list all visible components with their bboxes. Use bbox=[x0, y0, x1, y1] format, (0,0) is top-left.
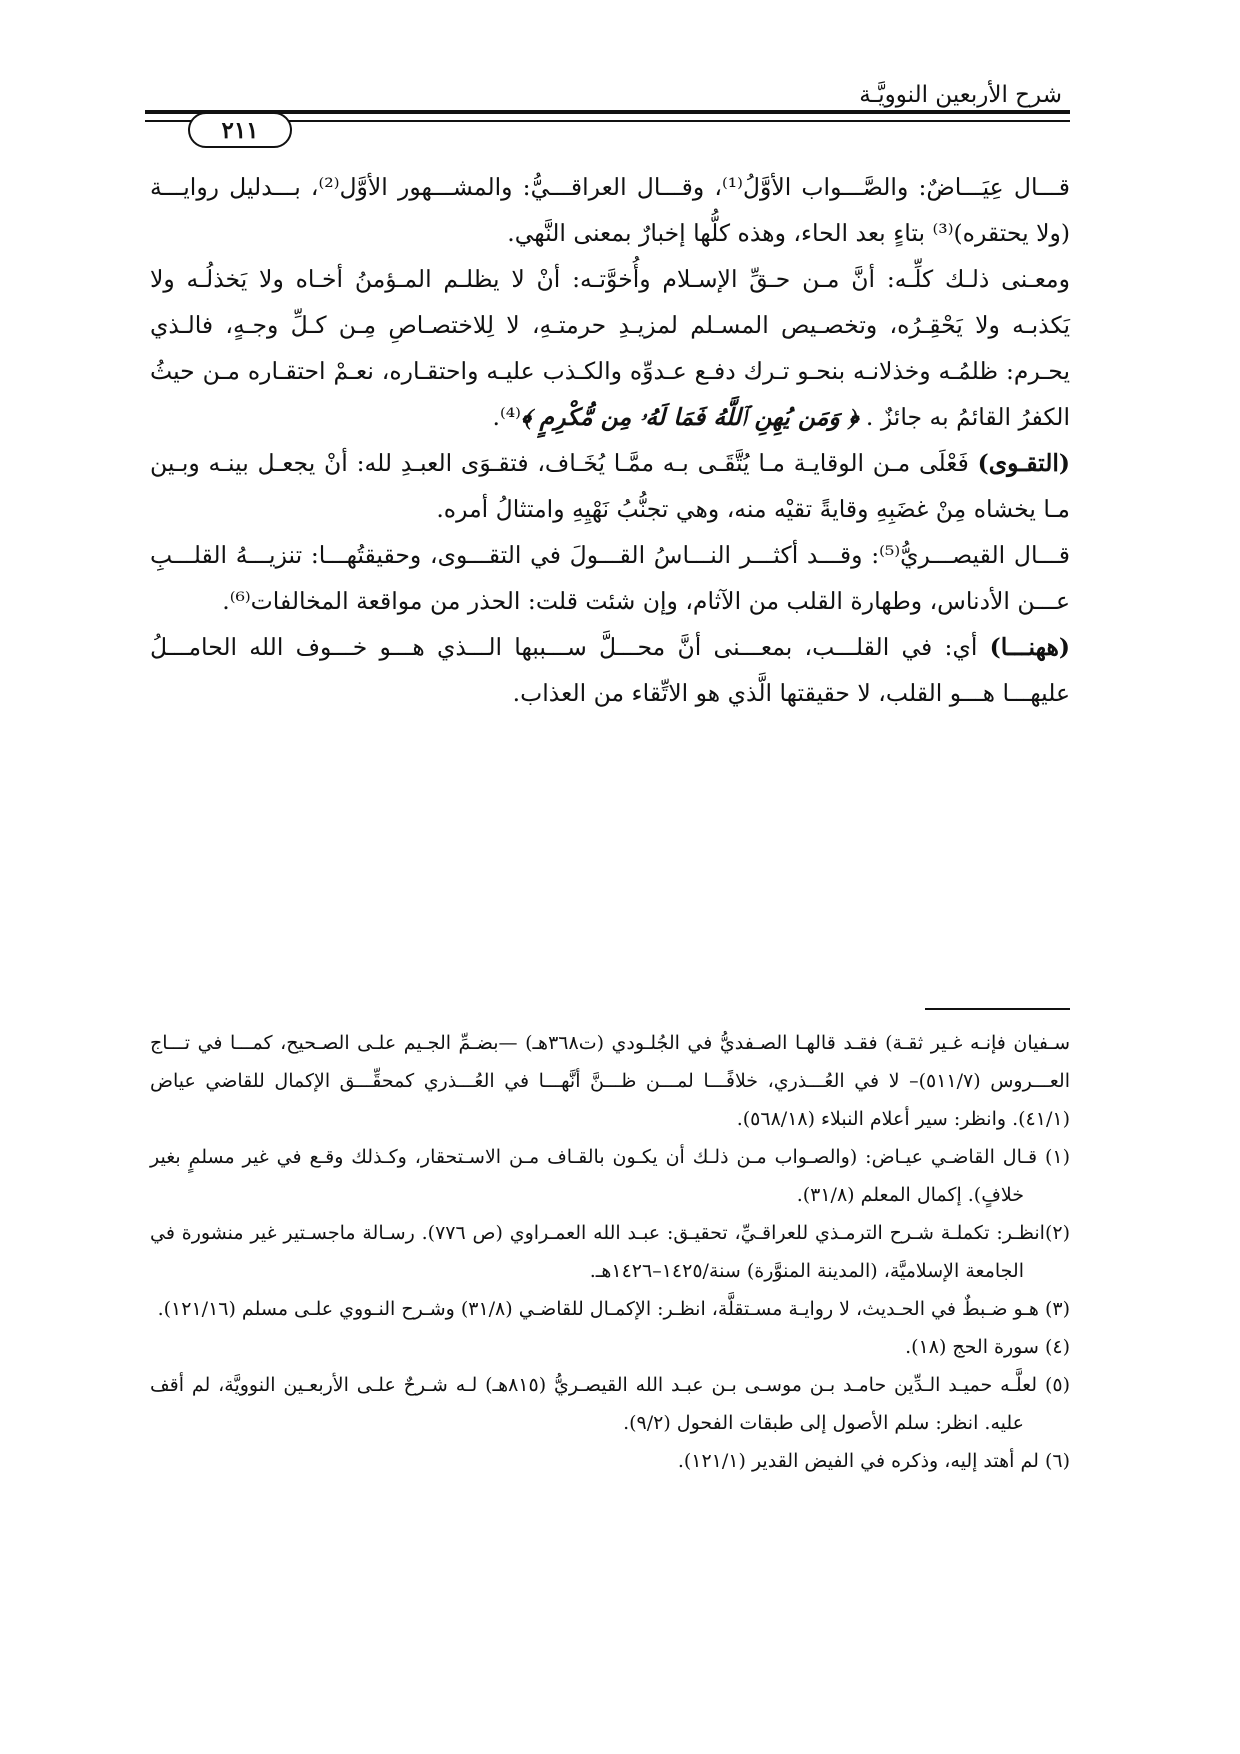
footnote-1: (١) قـال القاضـي عيـاض: (والصـواب مـن ذلـك أن يكـون بالقـاف مـن الاسـتحقار، وكـذلك وقـع في غير مسلمٍ بغير خلافٍ). إكمال المعلم (٣١/٨). bbox=[150, 1146, 1070, 1206]
paragraph-meaning-text: ومعـنى ذلـك كلِّـه: أنَّ مـن حـقِّ الإسـلام وأُخوَّتـه: أنْ لا يظلـم المـؤمنُ أخـاه ولا يَخذلُـه ولا يَكذبـه ولا يَحْقِـرُه، وتخصـيص المسـلم لمزيـدِ حرمتـهِ، لا لِلاختصـاصِ مِـن كـلِّ وجـهٍ، فالـذي يحـرم: ظلمُـه وخذلانـه بنحـو تـرك دفـع عـدوِّه والكـذب عليـه واحتقـاره، نعـمْ احتقـاره مـن حيثُ الكفرُ القائمُ به جائزٌ . bbox=[150, 265, 1070, 431]
paragraph-hahuna bbox=[150, 624, 1070, 716]
paragraph-iyad: قـــال عِيَـــاضٌ: والصَّـــواب الأوَّلُ⁽¹⁾، وقـــال العراقـــيُّ: والمشـــهور الأوَّل⁽²⁾، بـــدليل روايـــة (ولا يحتقره)⁽³⁾ بتاءٍ بعد الحاء، وهذه كلُّها إخبارٌ بمعنى النَّهي. bbox=[150, 173, 1070, 247]
footnote-6: (٦) لم أهتد إليه، وذكره في الفيض القدير (١٢١/١). bbox=[677, 1450, 1070, 1472]
footnotes bbox=[150, 1024, 1070, 1480]
header-rule-thick bbox=[145, 110, 1070, 114]
main-text bbox=[150, 164, 1070, 716]
page-number-badge bbox=[188, 112, 292, 148]
paragraph-qaysari: قـــال القيصـــريُّ⁽⁵⁾: وقـــد أكثـــر النـــاسُ القـــولَ في التقـــوى، وحقيقتُهـــا: تنزيـــهُ القلـــبِ عـــن الأدناس، وطهارة القلب من الآثام، وإن شئت قلت: الحذر من مواقعة المخالفات⁽⁶⁾. bbox=[150, 541, 1070, 615]
footnote-separator bbox=[925, 1008, 1070, 1010]
running-title: شرح الأربعين النوويَّـة bbox=[859, 82, 1062, 108]
paragraph-taqwa-text: فَعْلَى مـن الوقايـة مـا يُتَّقَـى بـه ممَّـا يُخَـاف، فتقـوَى العبـدِ لله: أنْ يجعـل بينـه وبـين مـا يخشاه مِنْ غضَبِهِ وقايةً تقيْه منه، وهي تجنُّبُ نَهْيِهِ وامتثالُ أمره. bbox=[150, 449, 1070, 523]
paragraph-hahuna-text: أي: في القلـــب، بمعـــنى أنَّ محـــلَّ ســـببها الـــذي هـــو خـــوف الله الحامـــلُ عليهـــا هـــو القلب، لا حقيقتها الَّذي هو الاتِّقاء من العذاب. bbox=[150, 633, 1070, 707]
paragraph-meaning bbox=[150, 256, 1070, 440]
footnote-continuation: سـفيان فإنـه غـير ثقـة) فقـد قالهـا الصـفديُّ في الجُلـودي (ت٣٦٨هـ) —بضـمِّ الجـيم علـى الصـحيح، كمـــا في تـــاج العـــروس (٥١١/٧)– لا في العُـــذري، خلافًـــا لمـــن ظـــنَّ أنَّهـــا في العُـــذري كمحقِّـــق الإكمال للقاضي عياض (٤١/١). وانظر: سير أعلام النبلاء (٥٦٨/١٨). bbox=[150, 1032, 1070, 1130]
paragraph-taqwa bbox=[150, 440, 1070, 532]
quran-verse: ﴿ وَمَن يُهِنِ ٱللَّهُ فَمَا لَهُۥ مِن مُّكْرِمٍ ﴾ bbox=[520, 403, 859, 431]
term-taqwa: (التقـوى) bbox=[977, 449, 1070, 477]
footnote-4: (٤) سورة الحج (١٨). bbox=[905, 1336, 1070, 1358]
footnote-2: (٢)انظـر: تكملـة شـرح الترمـذي للعراقـيِّ، تحقيـق: عبـد الله العمـراوي (ص ٧٧٦). رسـالة ماجسـتير غير منشورة في الجامعة الإسلاميَّة، (المدينة المنوَّرة) سنة/١٤٢٥–١٤٢٦هـ. bbox=[150, 1222, 1071, 1282]
term-hahuna: (ههنـــا) bbox=[989, 633, 1070, 661]
footnote-ref-4: ⁽⁴⁾. bbox=[492, 403, 521, 431]
footnote-5: (٥) لعلَّـه حميـد الـدِّين حامـد بـن موسـى بـن عبـد الله القيصـريُّ (٨١٥هـ) لـه شـرحٌ علـى الأربعـين النوويَّة، لم أقف عليه. انظر: سلم الأصول إلى طبقات الفحول (٩/٢). bbox=[150, 1374, 1070, 1434]
footnote-3: (٣) هـو ضـبطٌ في الحـديث، لا روايـة مسـتقلَّة، انظـر: الإكمـال للقاضـي (٣١/٨) وشـرح النـووي علـى مسلم (١٢١/١٦). bbox=[157, 1298, 1070, 1320]
page-number: ٢١١ bbox=[221, 116, 259, 144]
